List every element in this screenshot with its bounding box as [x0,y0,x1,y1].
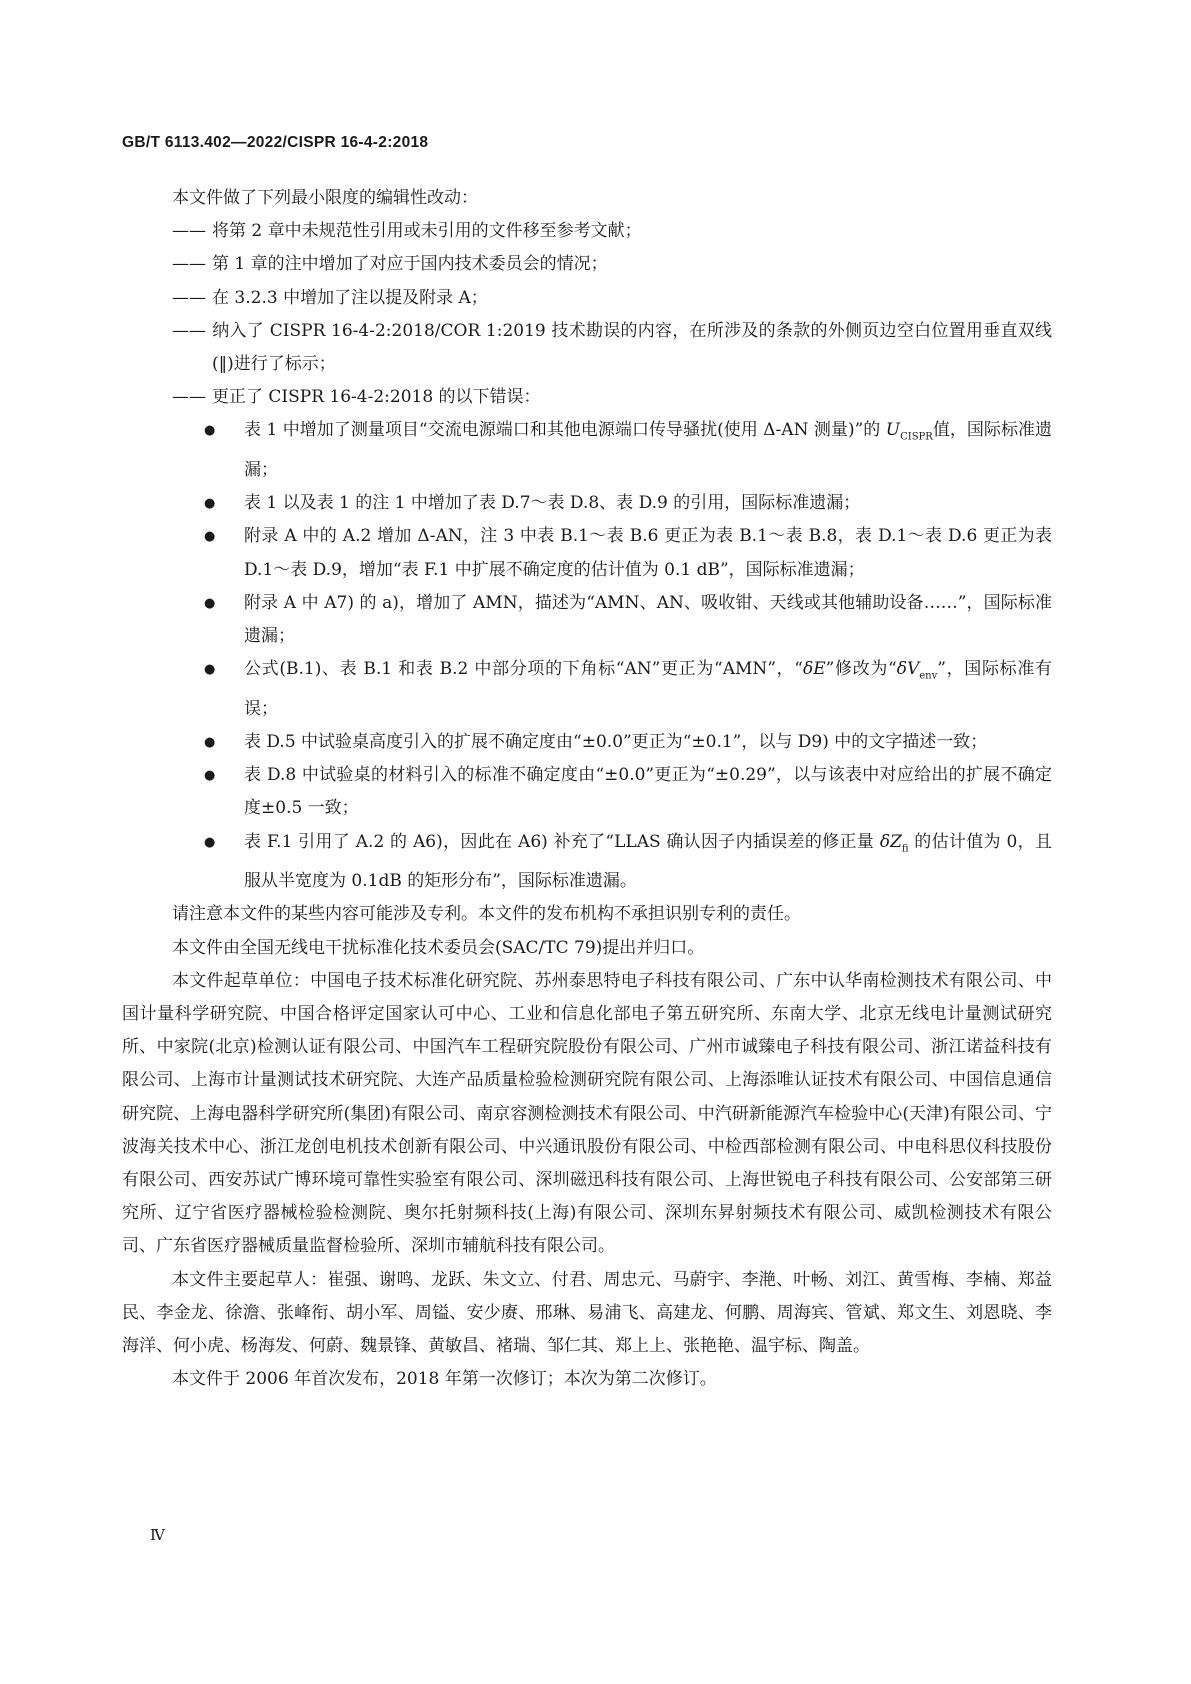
dash-mark: —— [172,320,206,341]
dash-mark: —— [172,287,206,308]
error-item: ● 表 1 以及表 1 的注 1 中增加了表 D.7～表 D.8、表 D.9 的引用，国际标准遗漏； [244,487,1052,520]
document-body [122,182,1053,1396]
dash-mark: —— [172,221,206,242]
dash-mark: —— [172,387,206,408]
intro-paragraph: 本文件做了下列最小限度的编辑性改动： [172,188,478,208]
error-item: ● 表 D.5 中试验桌高度引入的扩展不确定度由“±0.0”更正为“±0.1”，以与 D9) 中的文字描述一致； [244,726,1052,759]
change-item: —— 第 1 章的注中增加了对应于国内技术委员会的情况； [172,248,1052,281]
change-item: —— 将第 2 章中未规范性引用或未引用的文件移至参考文献； [172,215,1052,248]
error-list [172,414,1052,898]
drafters: 本文件主要起草人：崔强、谢鸣、龙跃、朱文立、付君、周忠元、马蔚宇、李滟、叶畅、刘江、黄雪梅、李楠、郑益民、李金龙、徐澹、张峰衔、胡小军、周镒、安少赓、邢琳、易浦飞、高建龙、何鹏、周海宾、管斌、郑文生、刘恩晓、李海洋、何小虎、杨海发、何蔚、魏景锋、黄敏昌、褚瑞、邹仁其、郑上上、张艳艳、温宇标、陶盖。 [122,1269,1052,1357]
error-item: ● 表 1 中增加了测量项目“交流电源端口和其他电源端口传导骚扰(使用 Δ-AN 测量)”的 $U_{CISPR}$值，国际标准遗漏； [244,414,1052,487]
error-item: ● 附录 A 中 A7) 的 a)，增加了 AMN，描述为“AMN、AN、吸收钳、天线或其他辅助设备……”，国际标准遗漏； [244,587,1052,653]
revision-history: 本文件于 2006 年首次发布，2018 年第一次修订；本次为第二次修订。 [172,1369,717,1390]
error-item: ● 表 D.8 中试验桌的材料引入的标准不确定度由“±0.0”更正为“±0.29”，以与该表中对应给出的扩展不确定度±0.5 一致； [244,759,1052,825]
patent-notice: 请注意本文件的某些内容可能涉及专利。本文件的发布机构不承担识别专利的责任。 [172,904,801,925]
error-item: ● 表 F.1 引用了 A.2 的 A6)，因此在 A6) 补充了“LLAS 确认因子内插误差的修正量 $\delta Z_{fi}$ 的估计值为 0，且服从半宽度为 0.1dB 的矩形分布”，国际标准遗漏。 [244,826,1052,899]
change-item: —— 更正了 CISPR 16-4-2:2018 的以下错误： [172,381,1052,414]
change-item: —— 纳入了 CISPR 16-4-2:2018/COR 1:2019 技术勘误的内容，在所涉及的条款的外侧页边空白位置用垂直双线(‖)进行了标示； [172,315,1052,381]
page-number: Ⅳ [150,1526,165,1544]
proposed-by: 本文件由全国无线电干扰标准化技术委员会(SAC/TC 79)提出并归口。 [172,937,705,958]
dash-mark: —— [172,254,206,275]
error-item: ● 公式(B.1)、表 B.1 和表 B.2 中部分项的下角标“AN”更正为“AMN”，“δE”修改为“$\delta V_{env}$”，国际标准有误； [244,653,1052,726]
change-item: —— 在 3.2.3 中增加了注以提及附录 A； [172,282,1052,315]
standard-code-header: GB/T 6113.402—2022/CISPR 16-4-2:2018 [122,134,429,151]
error-item: ● 附录 A 中的 A.2 增加 Δ-AN，注 3 中表 B.1～表 B.6 更正为表 B.1～表 B.8，表 D.1～表 D.6 更正为表 D.1～表 D.9，增加“表 F.1 中扩展不确定度的估计值为 0.1 dB”，国际标准遗漏； [244,520,1052,586]
drafting-units: 本文件起草单位：中国电子技术标准化研究院、苏州泰思特电子科技有限公司、广东中认华南检测技术有限公司、中国计量科学研究院、中国合格评定国家认可中心、工业和信息化部电子第五研究所、东南大学、北京无线电计量测试研究所、中家院(北京)检测认证有限公司、中国汽车工程研究院股份有限公司、广州市诚臻电子科技有限公司、浙江诺益科技有限公司、上海市计量测试技术研究院、大连产品质量检验检测研究院有限公司、上海添唯认证技术有限公司、中国信息通信研究院、上海电器科学研究所(集团)有限公司、南京容测检测技术有限公司、中汽研新能源汽车检验中心(天津)有限公司、宁波海关技术中心、浙江龙创电机技术创新有限公司、中兴通讯股份有限公司、中检西部检测有限公司、中电科思仪科技股份有限公司、西安苏试广博环境可靠性实验室有限公司、深圳磁迅科技有限公司、上海世锐电子科技有限公司、公安部第三研究所、辽宁省医疗器械检验检测院、奥尔托射频科技(上海)有限公司、深圳东昇射频技术有限公司、威凯检测技术有限公司、广东省医疗器械质量监督检验所、深圳市辅航科技有限公司。 [122,970,1052,1257]
